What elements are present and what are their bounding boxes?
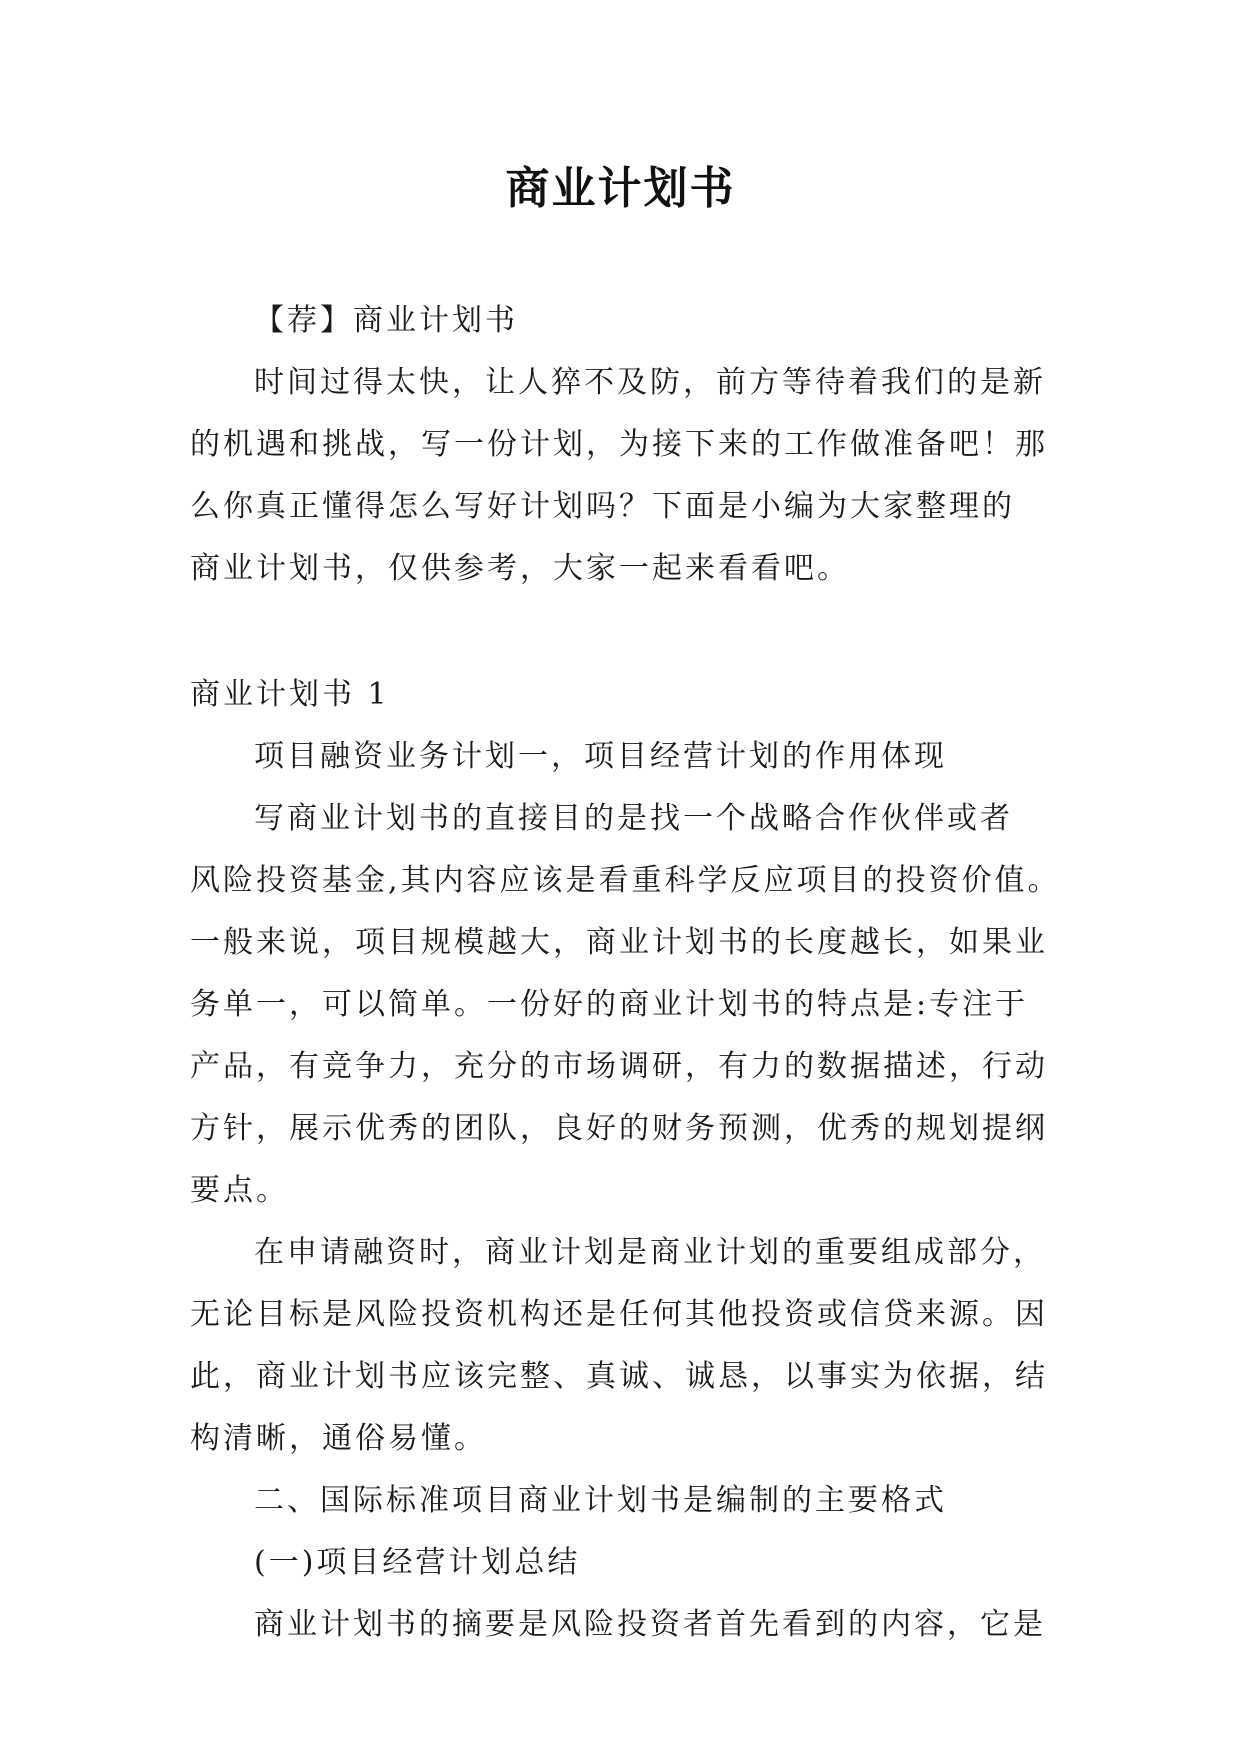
intro-line: 么你真正懂得怎么写好计划吗？下面是小编为大家整理的	[190, 489, 1015, 524]
body-line: 无论目标是风险投资机构还是任何其他投资或信贷来源。因	[190, 1297, 1048, 1332]
document-body	[190, 290, 1061, 1656]
section-heading: 商业计划书 1	[190, 677, 390, 712]
body-line: 在申请融资时，商业计划是商业计划的重要组成部分，	[254, 1235, 1046, 1270]
intro-line: 商业计划书，仅供参考，大家一起来看看吧。	[190, 551, 850, 586]
body-line: 产品，有竞争力，充分的市场调研，有力的数据描述，行动	[190, 1049, 1048, 1084]
intro-line: 时间过得太快，让人猝不及防，前方等待着我们的是新	[254, 365, 1046, 400]
body-line: 此，商业计划书应该完整、真诚、诚恳，以事实为依据，结	[190, 1359, 1048, 1394]
body-line: 务单一，可以简单。一份好的商业计划书的特点是:专注于	[190, 987, 1029, 1022]
body-line: 要点。	[190, 1173, 289, 1208]
body-line: 方针，展示优秀的团队，良好的财务预测，优秀的规划提纲	[190, 1111, 1048, 1146]
body-line: 写商业计划书的直接目的是找一个战略合作伙伴或者	[254, 801, 1013, 836]
document-title: 商业计划书	[505, 163, 736, 214]
body-line: 项目融资业务计划一，项目经营计划的作用体现	[254, 739, 947, 774]
body-line: 商业计划书的摘要是风险投资者首先看到的内容，它是	[254, 1607, 1046, 1642]
intro-line: 的机遇和挑战，写一份计划，为接下来的工作做准备吧！那	[190, 427, 1048, 462]
body-line: 一般来说，项目规模越大，商业计划书的长度越长，如果业	[190, 925, 1048, 960]
recommend-line: 【荐】商业计划书	[254, 303, 518, 338]
body-line: 二、国际标准项目商业计划书是编制的主要格式	[254, 1483, 947, 1518]
paragraph-gap	[190, 600, 1052, 664]
body-line: (一)项目经营计划总结	[254, 1545, 581, 1580]
body-line: 风险投资基金,其内容应该是看重科学反应项目的投资价值。	[190, 863, 1061, 898]
body-line: 构清晰，通俗易懂。	[190, 1421, 487, 1456]
